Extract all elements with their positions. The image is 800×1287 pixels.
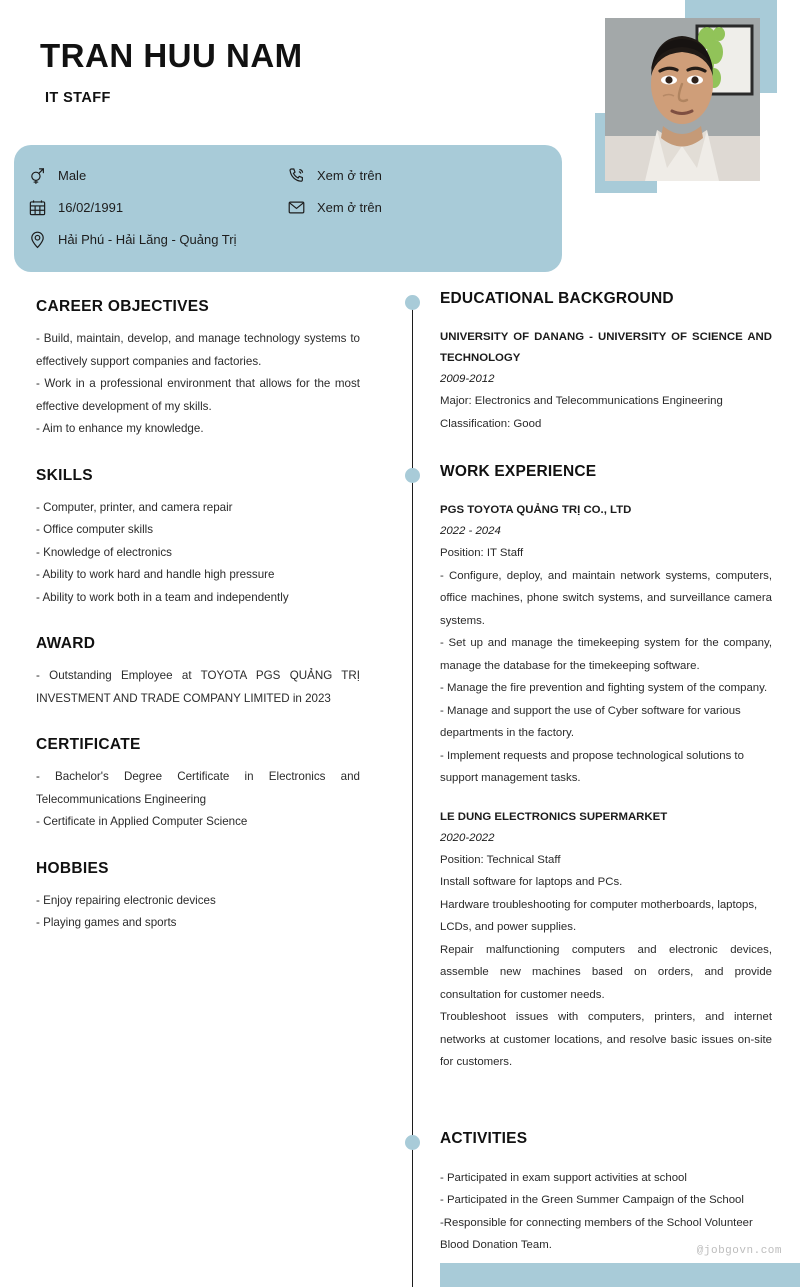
location-pin-icon <box>28 230 47 249</box>
timeline-dot-icon <box>405 468 420 483</box>
info-row-birthday <box>28 198 123 217</box>
job-company: LE DUNG ELECTRONICS SUPERMARKET <box>440 810 668 823</box>
career-objectives-heading: CAREER OBJECTIVES <box>36 298 210 315</box>
email-value: Xem ở trên <box>317 200 382 215</box>
job-years: 2022 - 2024 <box>440 525 501 537</box>
section-skills <box>36 467 360 610</box>
envelope-icon <box>287 198 306 217</box>
job-entry <box>440 500 772 790</box>
activities-line: - Participated in exam support activities at school <box>440 1171 687 1184</box>
skills-line: - Ability to work both in a team and independently <box>36 590 289 604</box>
section-career-objectives <box>36 298 360 441</box>
career-objectives-line: - Build, maintain, develop, and manage technology systems to effectively support companies and factories. <box>36 332 360 368</box>
portrait-photo <box>605 18 760 181</box>
skills-line: - Computer, printer, and camera repair <box>36 500 233 514</box>
gender-icon <box>28 166 47 185</box>
left-column <box>36 298 360 935</box>
info-row-email <box>287 198 382 217</box>
job-company: PGS TOYOTA QUẢNG TRỊ CO., LTD <box>440 504 632 516</box>
job-years: 2020-2022 <box>440 831 495 844</box>
gender-value: Male <box>58 168 87 183</box>
certificate-line: - Certificate in Applied Computer Science <box>36 815 248 828</box>
education-classification: Classification: Good <box>440 417 542 430</box>
info-row-address <box>28 230 236 249</box>
info-row-phone <box>287 166 382 185</box>
job-duty: Repair malfunctioning computers and electronic devices, assemble new machines based on orders, and provide consultation for customer needs. <box>440 943 772 1001</box>
info-row-gender <box>28 166 86 185</box>
education-major: Major: Electronics and Telecommunications Engineering <box>440 395 723 407</box>
hobbies-heading: HOBBIES <box>36 859 109 877</box>
footer-accent-bar <box>440 1263 800 1287</box>
job-duty: - Manage the fire prevention and fighting system of the company. <box>440 682 768 694</box>
phone-icon <box>287 166 306 185</box>
career-objectives-line: - Work in a professional environment that allows for the most effective development of my skills. <box>36 377 360 413</box>
job-duty: - Set up and manage the timekeeping system for the company, manage the database for the timekeeping software. <box>440 637 772 672</box>
skills-line: - Office computer skills <box>36 523 154 536</box>
education-school: UNIVERSITY OF DANANG - UNIVERSITY OF SCIENCE AND TECHNOLOGY <box>440 331 772 364</box>
hobbies-line: - Playing games and sports <box>36 916 177 929</box>
section-work-experience <box>412 463 772 481</box>
section-education <box>412 290 772 308</box>
work-experience-body <box>412 491 772 1074</box>
skills-line: - Ability to work hard and handle high pressure <box>36 568 275 581</box>
job-entry <box>440 807 772 1074</box>
activities-line: -Responsible for connecting members of the School Volunteer Blood Donation Team. <box>440 1216 753 1251</box>
job-position: Position: Technical Staff <box>440 853 561 866</box>
timeline-dot-icon <box>405 1135 420 1150</box>
timeline-dot-icon <box>405 295 420 310</box>
personal-info-card <box>14 145 562 272</box>
job-duty: - Configure, deploy, and maintain network systems, computers, office machines, phone switch systems, and surveillance camera systems. <box>440 569 772 627</box>
job-duty: Troubleshoot issues with computers, printers, and internet networks at customer locations, and resolve basic issues on-site for customers. <box>440 1011 772 1068</box>
job-duty: Hardware troubleshooting for computer motherboards, laptops, LCDs, and power supplies. <box>440 898 758 933</box>
right-column <box>412 290 772 1257</box>
skills-heading: SKILLS <box>36 466 93 484</box>
award-heading: AWARD <box>36 635 96 652</box>
award-line: - Outstanding Employee at TOYOTA PGS QUẢNG TRỊ INVESTMENT AND TRADE COMPANY LIMITED in 2023 <box>36 669 360 705</box>
hobbies-line: - Enjoy repairing electronic devices <box>36 893 216 907</box>
activities-line: - Participated in the Green Summer Campaign of the School <box>440 1194 744 1206</box>
calendar-icon <box>28 198 47 217</box>
certificate-heading: CERTIFICATE <box>36 736 141 753</box>
section-award <box>36 635 360 710</box>
education-years: 2009-2012 <box>440 373 495 385</box>
job-duty: Install software for laptops and PCs. <box>440 876 623 888</box>
section-hobbies <box>36 860 360 935</box>
job-duty: - Manage and support the use of Cyber software for various departments in the factory. <box>440 704 741 739</box>
job-duty: - Implement requests and propose technological solutions to support management tasks. <box>440 749 744 784</box>
section-certificate <box>36 736 360 834</box>
activities-body <box>412 1158 772 1257</box>
work-experience-heading: WORK EXPERIENCE <box>440 463 597 480</box>
certificate-line: - Bachelor's Degree Certificate in Electronics and Telecommunications Engineering <box>36 770 360 806</box>
phone-value: Xem ở trên <box>317 168 382 183</box>
skills-line: - Knowledge of electronics <box>36 545 172 559</box>
career-objectives-line: - Aim to enhance my knowledge. <box>36 422 204 435</box>
job-position: Position: IT Staff <box>440 547 524 559</box>
watermark: @jobgovn.com <box>696 1245 782 1257</box>
cv-header <box>0 0 800 290</box>
address-value: Hải Phú - Hải Lăng - Quảng Trị <box>58 232 237 247</box>
activities-heading: ACTIVITIES <box>440 1129 528 1147</box>
job-title: IT STAFF <box>45 90 111 106</box>
section-activities <box>412 1130 772 1148</box>
education-body <box>412 318 772 435</box>
education-heading: EDUCATIONAL BACKGROUND <box>440 290 674 307</box>
birthday-value: 16/02/1991 <box>58 200 124 215</box>
page-title: TRAN HUU NAM <box>40 37 303 74</box>
